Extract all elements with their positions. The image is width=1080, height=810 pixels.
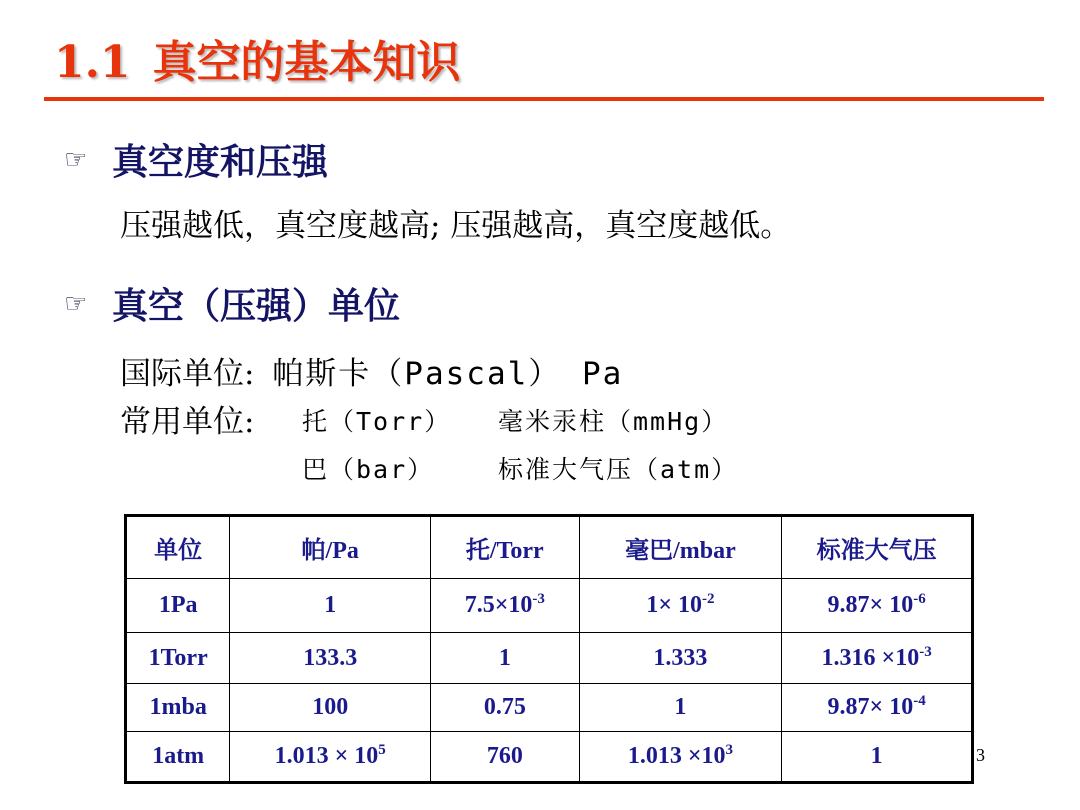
common-unit-torr: 托（Torr） xyxy=(302,407,452,436)
table-cell: 1mba xyxy=(126,683,230,732)
table-cell: $1\times 10^{-2}$ xyxy=(579,578,782,633)
table-cell: 1 xyxy=(782,732,973,783)
table-cell: $7.5\times 10^{-3}$ xyxy=(431,578,580,633)
table-header-cell: 标准大气压 xyxy=(782,516,973,579)
unit-conversion-table xyxy=(124,514,974,784)
table-row xyxy=(126,633,973,684)
si-value: 帕斯卡（Pascal） Pa xyxy=(272,356,624,392)
table-cell: 0.75 xyxy=(431,683,580,732)
exponent: -3 xyxy=(532,591,545,607)
table-cell: 1 xyxy=(230,578,431,633)
common-unit-mmhg: 毫米汞柱（mmHg） xyxy=(498,407,729,436)
si-label: 国际单位: xyxy=(120,356,255,392)
section-vacuum-pressure xyxy=(64,134,328,185)
table-cell: 1atm xyxy=(126,732,230,783)
pointing-hand-icon: ☞ xyxy=(64,288,88,319)
si-unit-line xyxy=(120,348,623,393)
table-header-cell: 托/Torr xyxy=(431,516,580,579)
exponent: -3 xyxy=(919,643,932,660)
table-cell: 1Pa xyxy=(126,578,230,633)
common-unit-atm: 标准大气压（atm） xyxy=(498,455,739,484)
pointing-hand-icon: ☞ xyxy=(64,144,88,175)
exponent: -4 xyxy=(913,693,926,710)
table-cell: $1.013 \times 10^3$ xyxy=(579,732,782,783)
exponent: -2 xyxy=(702,591,715,607)
table-header-row xyxy=(126,516,973,579)
page-number: 3 xyxy=(976,745,985,765)
section-vacuum-units xyxy=(64,278,400,329)
slide-title xyxy=(54,26,461,90)
section-heading: 真空（压强）单位 xyxy=(112,285,401,327)
exponent: 5 xyxy=(378,742,386,759)
table-cell: 760 xyxy=(431,732,580,783)
table-header-cell: 毫巴/mbar xyxy=(579,516,782,579)
exponent: -6 xyxy=(913,591,926,607)
table-cell: 1 xyxy=(579,683,782,732)
section-heading: 真空度和压强 xyxy=(112,141,329,183)
title-text: 真空的基本知识 xyxy=(152,37,461,88)
table-cell: $1.316 \times 10^{-3}$ xyxy=(782,633,973,684)
table-row xyxy=(126,683,973,732)
common-label: 常用单位: xyxy=(120,404,255,440)
pressure-line: 压强越低，真空度越高; 压强越高，真空度越低。 xyxy=(120,208,792,244)
table-header-cell: 帕/Pa xyxy=(230,516,431,579)
table-cell: 1.333 xyxy=(579,633,782,684)
title-number: 1.1 xyxy=(54,37,131,88)
table-cell: $1.013 \times 10^5$ xyxy=(230,732,431,783)
exponent: 3 xyxy=(725,742,734,759)
table-cell: 1Torr xyxy=(126,633,230,684)
table-row xyxy=(126,732,973,783)
table-header-cell: 单位 xyxy=(126,516,230,579)
table-cell: 100 xyxy=(230,683,431,732)
title-underline xyxy=(44,97,1044,101)
table-cell: 133.3 xyxy=(230,633,431,684)
table-cell: $9.87\times 10^{-6}$ xyxy=(782,578,973,633)
common-unit-bar: 巴（bar） xyxy=(302,455,435,484)
table-cell: $9.87\times 10^{-4}$ xyxy=(782,683,973,732)
table-cell: 1 xyxy=(431,633,580,684)
table-row xyxy=(126,578,973,633)
